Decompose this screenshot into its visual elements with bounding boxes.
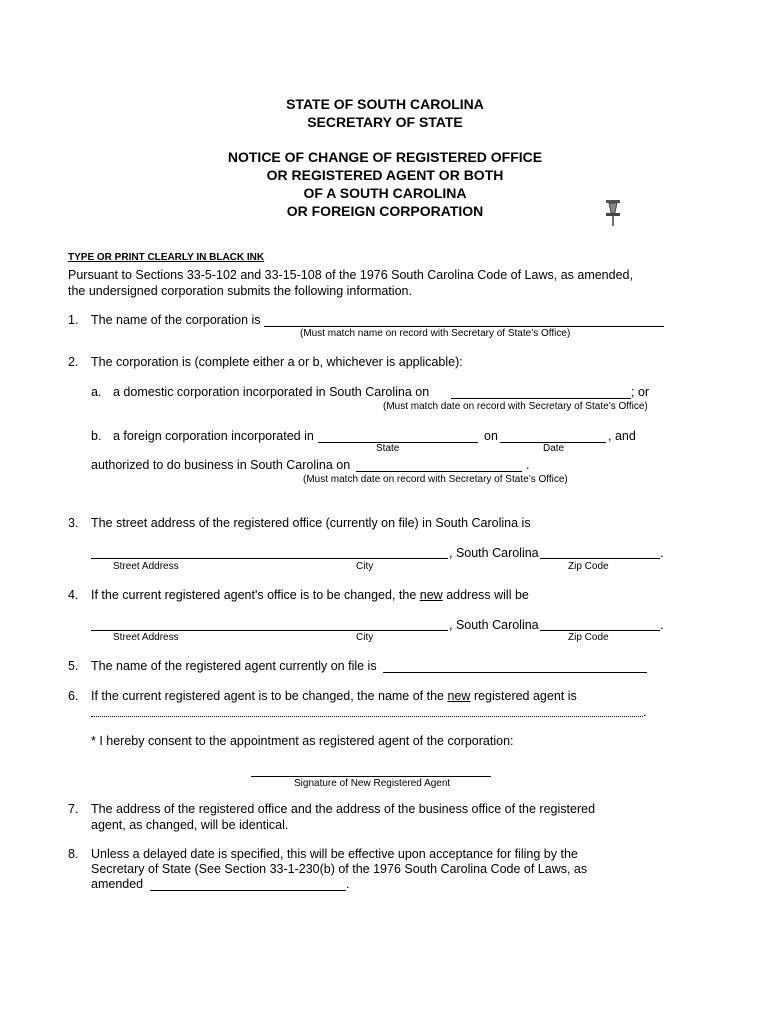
item3-street-caption: Street Address	[113, 561, 179, 572]
item4-sc: , South Carolina	[449, 618, 539, 632]
domestic-incorporation-date-field[interactable]	[451, 398, 631, 399]
item3-end: .	[660, 546, 664, 560]
new-agent-name-field[interactable]	[91, 716, 643, 717]
item2b-text: a foreign corporation incorporated in	[113, 429, 314, 443]
signature-caption: Signature of New Registered Agent	[294, 778, 451, 789]
pushpin-icon	[603, 199, 623, 227]
item3-sc: , South Carolina	[449, 546, 539, 560]
item8-end: .	[346, 877, 350, 891]
item2b-on: on	[484, 429, 498, 443]
authorized-text: authorized to do business in South Carolina on	[91, 458, 351, 472]
item8-line3: amended	[91, 877, 144, 891]
item2a-label: a.	[91, 385, 102, 399]
new-office-zip-field[interactable]	[540, 630, 660, 631]
item2b-and: , and	[608, 429, 636, 443]
item4-end: .	[660, 618, 664, 632]
item7-line2: agent, as changed, will be identical.	[91, 818, 289, 832]
item2a-suffix: ; or	[631, 385, 650, 399]
item4-city-caption: City	[356, 632, 374, 643]
item7-number: 7.	[68, 802, 79, 816]
item5-text: The name of the registered agent currently on file is	[91, 659, 377, 673]
authorized-date-field[interactable]	[356, 471, 522, 472]
date-caption: Date	[543, 443, 565, 454]
authorized-note: (Must match date on record with Secretary of State’s Office)	[303, 474, 568, 485]
item8-line2: Secretary of State (See Section 33-1-230(b) of the 1976 South Carolina Code of Laws, as	[91, 862, 588, 876]
item6-number: 6.	[68, 689, 79, 703]
item2-number: 2.	[68, 355, 79, 369]
item4-street-caption: Street Address	[113, 632, 179, 643]
item1-text: The name of the corporation is	[91, 313, 261, 327]
item6-end: .	[643, 705, 647, 719]
item3-zip-caption: Zip Code	[568, 561, 609, 572]
item4-zip-caption: Zip Code	[568, 632, 609, 643]
item1-number: 1.	[68, 313, 79, 327]
new-office-street-field[interactable]	[91, 630, 448, 631]
intro-line2: the undersigned corporation submits the following information.	[68, 284, 412, 298]
item3-text: The street address of the registered office (currently on file) in South Carolina is	[91, 516, 531, 530]
item3-city-caption: City	[356, 561, 374, 572]
item2-text: The corporation is (complete either a or b, whichever is applicable):	[91, 355, 463, 369]
current-office-street-field[interactable]	[91, 558, 448, 559]
corporation-name-field[interactable]	[264, 326, 664, 327]
authorized-suffix: .	[526, 458, 530, 472]
instruction-text: TYPE OR PRINT CLEARLY IN BLACK INK	[68, 252, 265, 263]
state-caption: State	[376, 443, 400, 454]
form-title-line4: OR FOREIGN CORPORATION	[286, 203, 484, 219]
intro-line1: Pursuant to Sections 33-5-102 and 33-15-108 of the 1976 South Carolina Code of Laws, as amended,	[68, 268, 633, 282]
consent-text: * I hereby consent to the appointment as registered agent of the corporation:	[91, 734, 514, 748]
item7-line1: The address of the registered office and the address of the business office of the registered	[91, 802, 596, 816]
current-agent-name-field[interactable]	[383, 672, 647, 673]
form-title-line2: OR REGISTERED AGENT OR BOTH	[266, 167, 504, 183]
item8-number: 8.	[68, 847, 79, 861]
current-office-zip-field[interactable]	[540, 558, 660, 559]
delayed-date-field[interactable]	[150, 890, 346, 891]
item2b-label: b.	[91, 429, 102, 443]
item5-number: 5.	[68, 659, 79, 673]
item3-number: 3.	[68, 516, 79, 530]
state-heading: STATE OF SOUTH CAROLINA	[286, 96, 484, 112]
item8-line1: Unless a delayed date is specified, this will be effective upon acceptance for filing by the	[91, 847, 578, 861]
office-heading: SECRETARY OF STATE	[307, 114, 463, 130]
form-title-line3: OF A SOUTH CAROLINA	[303, 185, 467, 201]
item6-text: If the current registered agent is to be changed, the name of the new registered agent is	[91, 689, 577, 703]
item4-number: 4.	[68, 588, 79, 602]
item2a-text: a domestic corporation incorporated in South Carolina on	[113, 385, 430, 399]
agent-signature-field[interactable]	[251, 776, 491, 777]
form-title-line1: NOTICE OF CHANGE OF REGISTERED OFFICE	[227, 149, 543, 165]
item1-note: (Must match name on record with Secretary of State’s Office)	[300, 328, 571, 339]
item2a-note: (Must match date on record with Secretary of State’s Office)	[383, 401, 648, 412]
item4-text: If the current registered agent's office is to be changed, the new address will be	[91, 588, 529, 602]
